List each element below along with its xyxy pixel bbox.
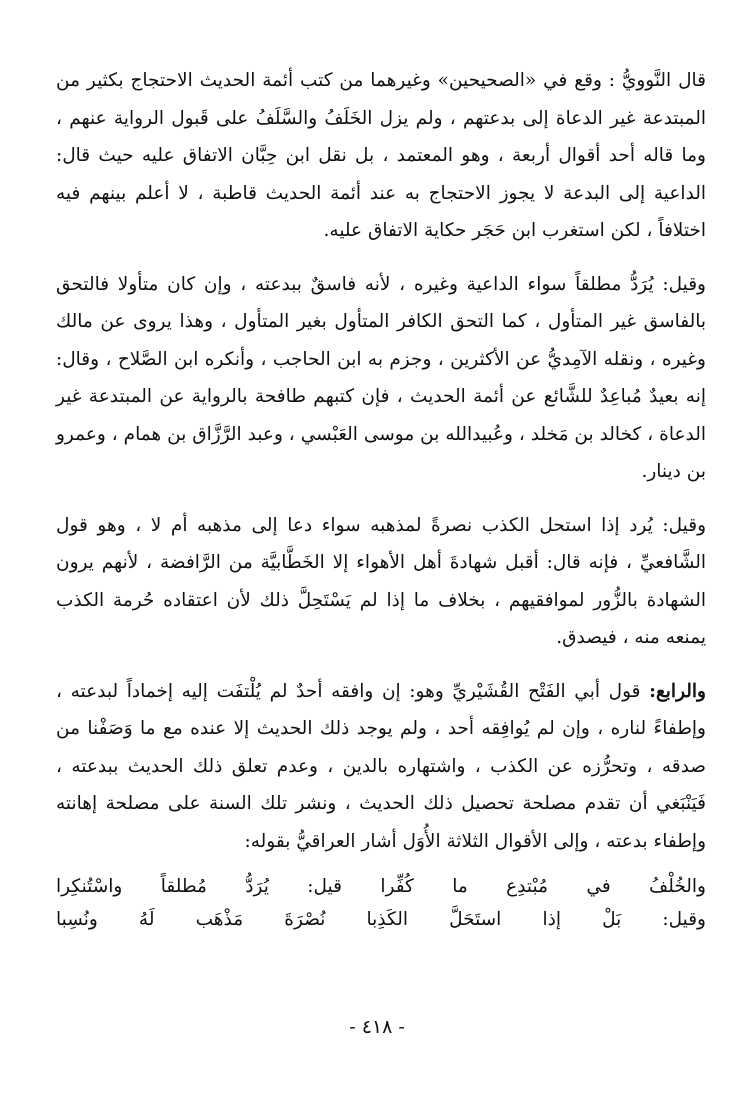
- verse-line-2: وقيل: بَلْ إذا استَحَلَّ الكَذِبا نُصْرَةَ مَذْهَب لَهُ ونُسِبا: [56, 909, 706, 930]
- paragraph-text: وقيل: يُرَدُّ مطلقاً سواء الداعية وغيره ، لأنه فاسقٌ ببدعته ، وإن كان متأولا فالتحق بالفاسق غير المتأول ، كما التحق الكافر المتأول بغير المتأول ، وهذا يروى عن مالك وغيره ، ونقله الآمِديُّ عن الأكثرين ، وجزم به ابن الحاجب ، وأنكره ابن الصَّلاح ، وقال: إنه بعيدٌ مُباعِدٌ للشَّائع عن أئمة الحديث ، فإن كتبهم طافحة بالرواية عن المبتدعة غير الدعاة ، كخالد بن مَخلد ، وعُبيدالله بن موسى العَبْسي ، وعبد الرَّزَّاق بن همام ، وعمرو بن دينار.: [56, 273, 706, 482]
- paragraph-text: قال النَّوويُّ : وقع في «الصحيحين» وغيرهما من كتب أئمة الحديث الاحتجاج بكثير من المبتدعة غير الدعاة إلى بدعتهم ، ولم يزل الخَلَفُ والسَّلَفُ على قَبول الرواية عنهم ، وما قاله أحد أقوال أربعة ، وهو المعتمد ، بل نقل ابن حِبَّان الاتفاق عليه حيث قال: الداعية إلى البدعة لا يجوز الاحتجاج به عند أئمة الحديث قاطبة ، لا أعلم بينهم فيه اختلافاً ، لكن استغرب ابن حَجَر حكاية الاتفاق عليه.: [56, 70, 706, 241]
- paragraph-text: وقيل: يُرد إذا استحل الكذب نصرةً لمذهبه سواء دعا إلى مذهبه أم لا ، وهو قول الشَّافعيِّ ، فإنه قال: أقبل شهادةَ أهل الأهواء إلا الخَطَّابيَّة من الرَّافضة ، لأنهم يرون الشهادة بالزُّور لموافقيهم ، بخلاف ما إذا لم يَسْتَحِلَّ ذلك لأن اعتقاده حُرمة الكذب يمنعه منه ، فيصدق.: [56, 514, 706, 648]
- paragraph-text: قول أبي الفَتْح القُشَيْريِّ وهو: إن وافقه أحدٌ لم يُلْتفَت إليه إخماداً لبدعته ، وإطفاءً لناره ، وإن لم يُوافِقه أحد ، ولم يوجد ذلك الحديث إلا عنده مع ما وَصَفْنا من صدقه ، وتحرُّزه عن الكذب ، واشتهاره بالدين ، وعدم تعلق ذلك الحديث ببدعته ، فَيَنْبَغي أن تقدم مصلحة تحصيل ذلك الحديث ، ونشر تلك السنة على مصلحة إهانته وإطفاء بدعته ، وإلى الأقوال الثلاثة الأُوَل أشار العراقيُّ بقوله:: [56, 680, 706, 852]
- page-body: [56, 62, 706, 936]
- paragraph-lead: والرابع:: [649, 680, 706, 702]
- verse-block: [56, 870, 706, 936]
- paragraph-nawawi: [56, 62, 706, 250]
- page-number: - ٤١٨ -: [349, 1016, 405, 1038]
- paragraph-fourth-opinion: [56, 673, 706, 861]
- paragraph-third-opinion: [56, 507, 706, 657]
- verse-line-1: والخُلْفُ في مُبْتدِع ما كُفِّرا قيل: يُرَدُّ مُطلقاً واسْتُنكِرا: [56, 876, 706, 897]
- paragraph-second-opinion: [56, 266, 706, 491]
